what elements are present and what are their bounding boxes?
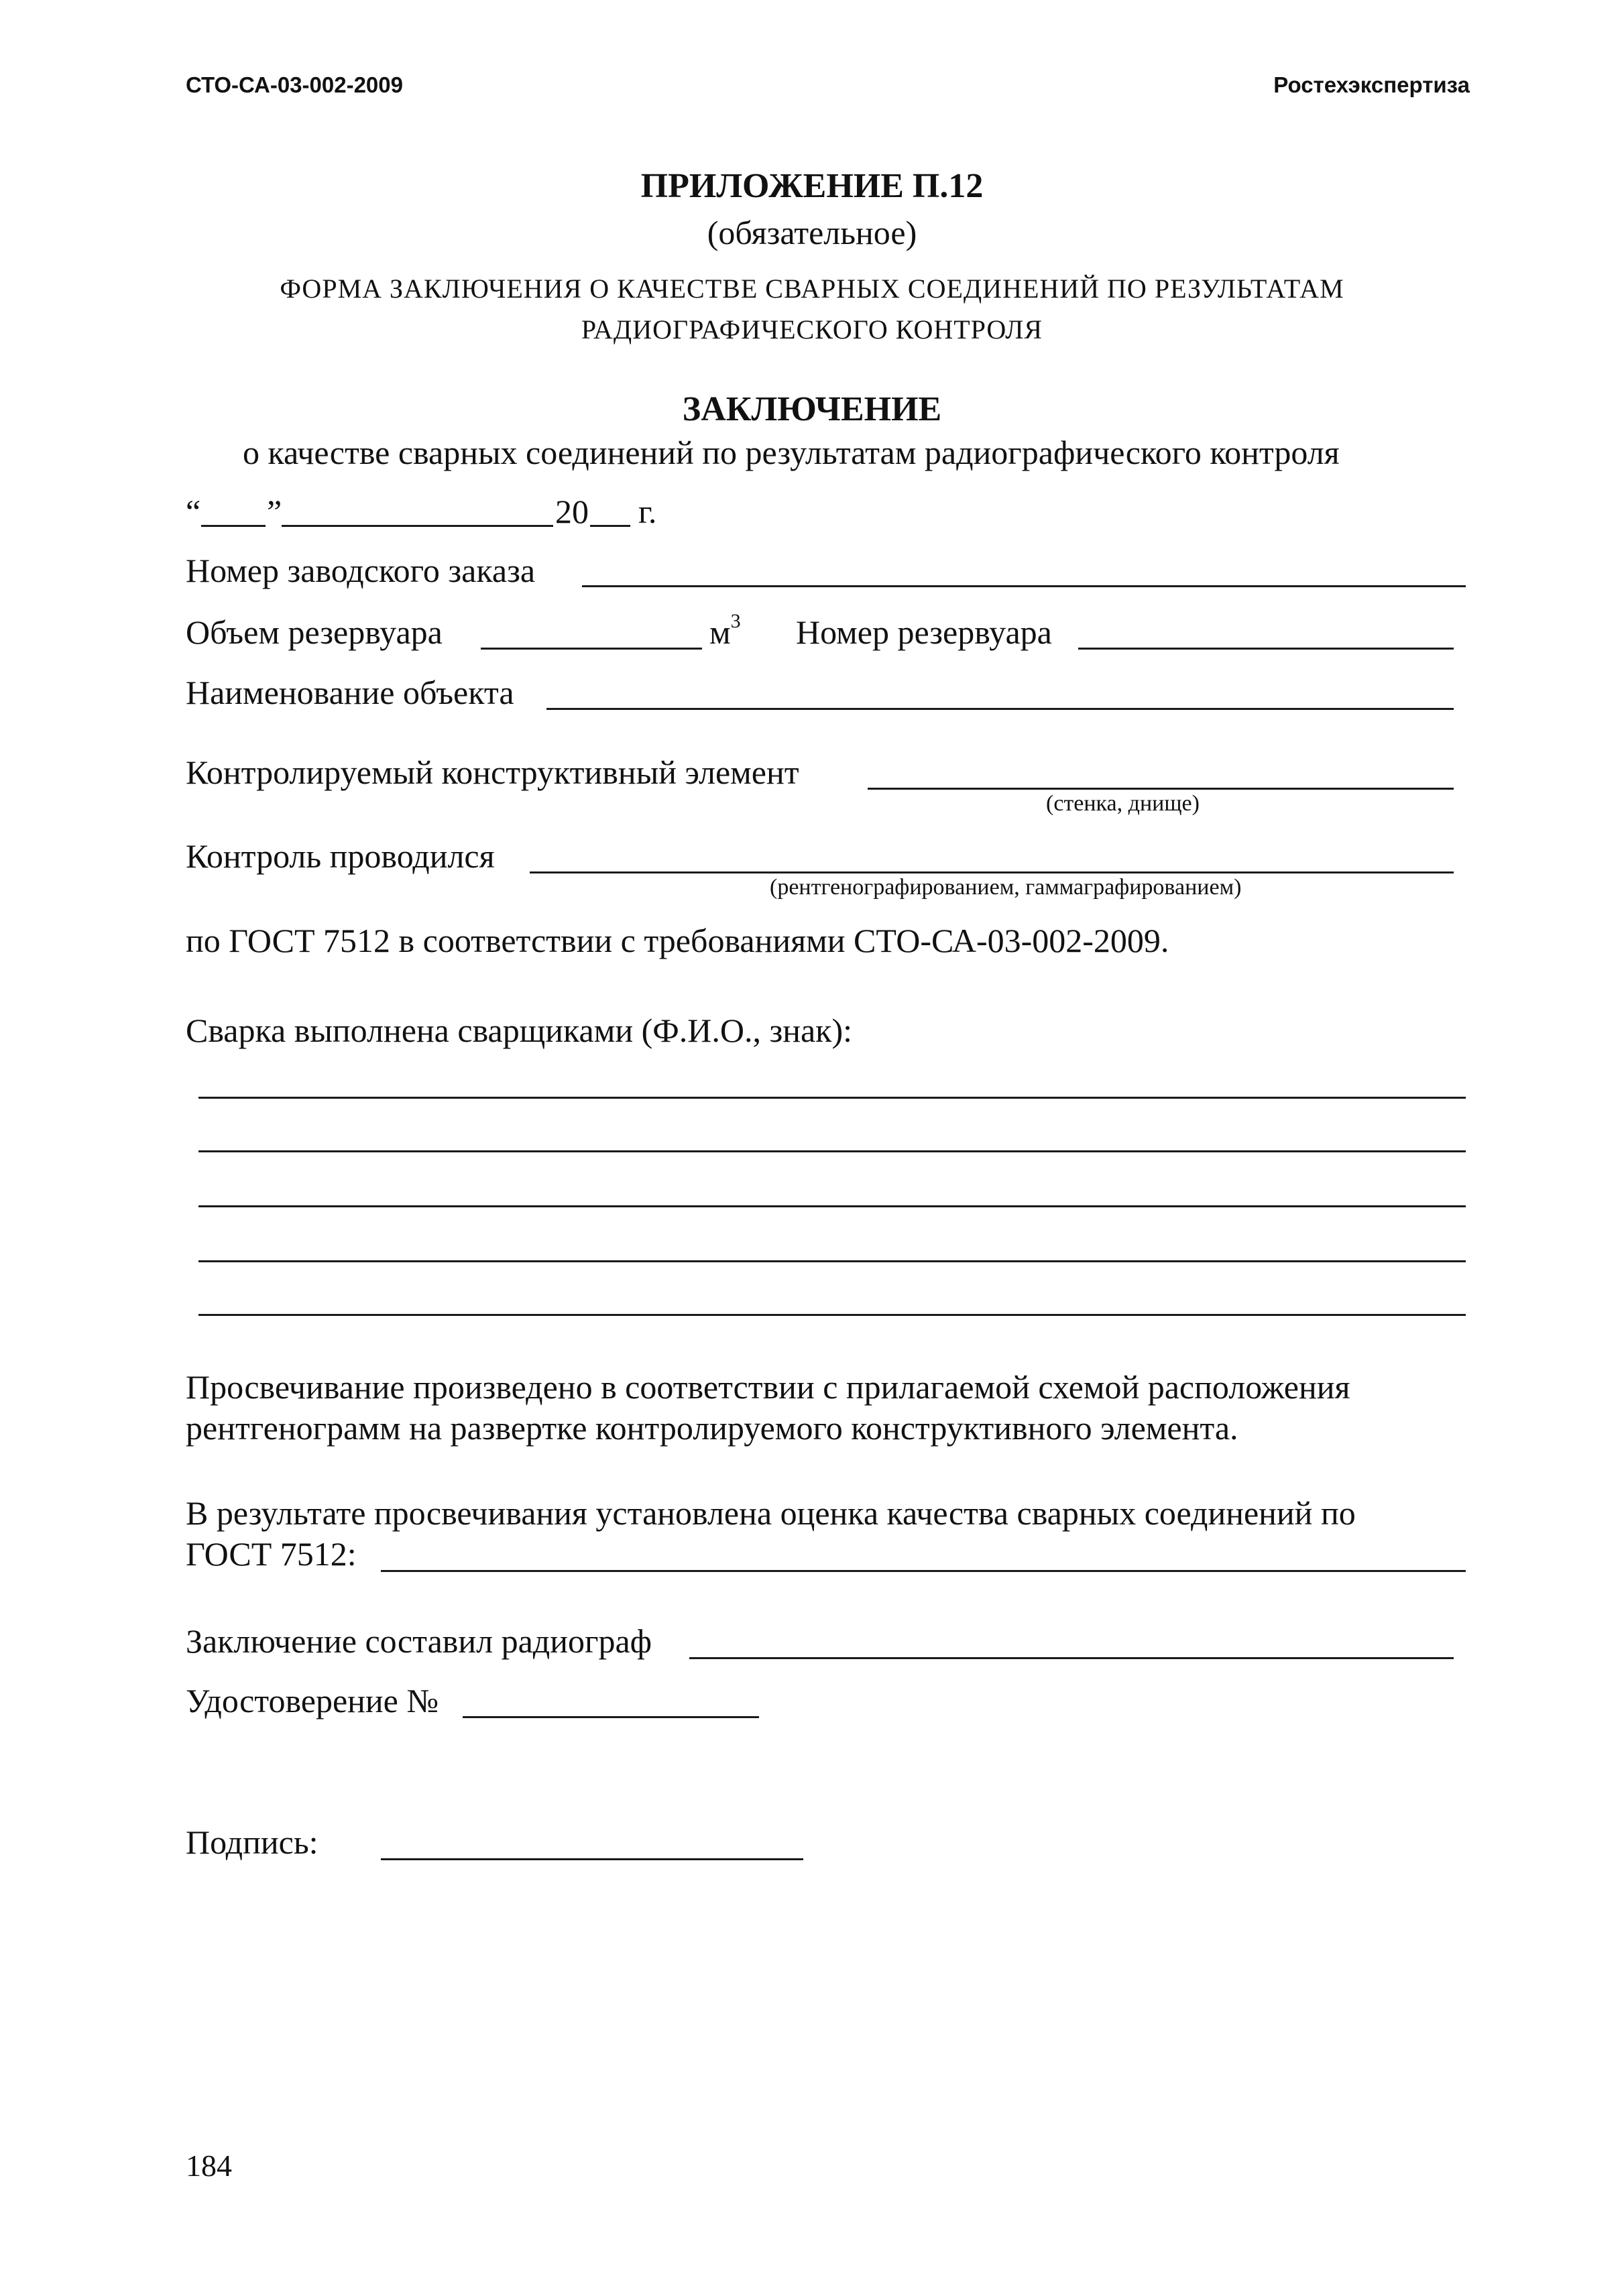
element-label: Контролируемый конструктивный элемент [186, 753, 799, 791]
signature-field[interactable] [381, 1858, 803, 1860]
conclusion-subtitle: о качестве сварных соединений по результатам радиографического контроля [243, 434, 1340, 471]
method-field[interactable] [530, 871, 1454, 873]
date-month-field[interactable] [282, 525, 553, 527]
compiled-by-field[interactable] [689, 1657, 1454, 1659]
tank-number-field[interactable] [1078, 648, 1454, 650]
page-number: 184 [186, 2149, 232, 2183]
conclusion-title: ЗАКЛЮЧЕНИЕ [682, 390, 942, 428]
order-number-label: Номер заводского заказа [186, 552, 536, 589]
welder-line-1[interactable] [198, 1097, 1466, 1099]
form-title-line2: РАДИОГРАФИЧЕСКОГО КОНТРОЛЯ [581, 314, 1043, 345]
compiled-by-label: Заключение составил радиограф [186, 1622, 652, 1660]
welder-line-5[interactable] [198, 1314, 1466, 1316]
standard-note: по ГОСТ 7512 в соответствии с требованиями СТО-СА-03-002-2009. [186, 922, 1169, 959]
result-field[interactable] [381, 1570, 1466, 1572]
exposure-text-line2: рентгенограмм на развертке контролируемого конструктивного элемента. [186, 1409, 1238, 1447]
welders-label: Сварка выполнена сварщиками (Ф.И.О., знак): [186, 1012, 852, 1049]
result-text-line1: В результате просвечивания установлена оценка качества сварных соединений по [186, 1494, 1356, 1532]
tank-volume-field[interactable] [481, 648, 702, 650]
result-text-line2: ГОСТ 7512: [186, 1535, 357, 1573]
date-year-prefix: 20 [555, 493, 589, 530]
method-label: Контроль проводился [186, 837, 495, 875]
date-day-field[interactable] [201, 525, 266, 527]
tank-volume-label: Объем резервуара [186, 613, 443, 651]
form-title-line1: ФОРМА ЗАКЛЮЧЕНИЯ О КАЧЕСТВЕ СВАРНЫХ СОЕДИНЕНИЙ ПО РЕЗУЛЬТАТАМ [280, 274, 1344, 304]
volume-unit-exponent: 3 [730, 610, 741, 632]
appendix-subtitle: (обязательное) [707, 214, 917, 251]
tank-number-label: Номер резервуара [796, 613, 1052, 651]
document-code: СТО-СА-03-002-2009 [186, 72, 403, 97]
date-close-quote: ” [267, 493, 282, 530]
certificate-field[interactable] [463, 1716, 759, 1718]
welder-line-4[interactable] [198, 1260, 1466, 1262]
volume-unit [709, 610, 741, 651]
order-number-field[interactable] [582, 585, 1466, 587]
welder-line-2[interactable] [198, 1150, 1466, 1152]
method-hint: (рентгенографированием, гаммаграфированием) [770, 875, 1242, 900]
object-name-field[interactable] [546, 708, 1454, 710]
date-year-suffix: г. [638, 493, 657, 530]
volume-unit-base: м [709, 613, 731, 651]
publisher-name: Ростехэкспертиза [1273, 72, 1470, 97]
date-open-quote: “ [186, 493, 201, 530]
signature-label: Подпись: [186, 1823, 318, 1861]
object-name-label: Наименование объекта [186, 674, 514, 711]
element-field[interactable] [868, 788, 1454, 790]
welder-line-3[interactable] [198, 1205, 1466, 1207]
element-hint: (стенка, днище) [1046, 791, 1200, 816]
date-year-field[interactable] [590, 525, 630, 527]
appendix-title: ПРИЛОЖЕНИЕ П.12 [640, 167, 984, 205]
certificate-label: Удостоверение № [186, 1682, 439, 1719]
exposure-text-line1: Просвечивание произведено в соответствии с прилагаемой схемой расположения [186, 1368, 1350, 1406]
